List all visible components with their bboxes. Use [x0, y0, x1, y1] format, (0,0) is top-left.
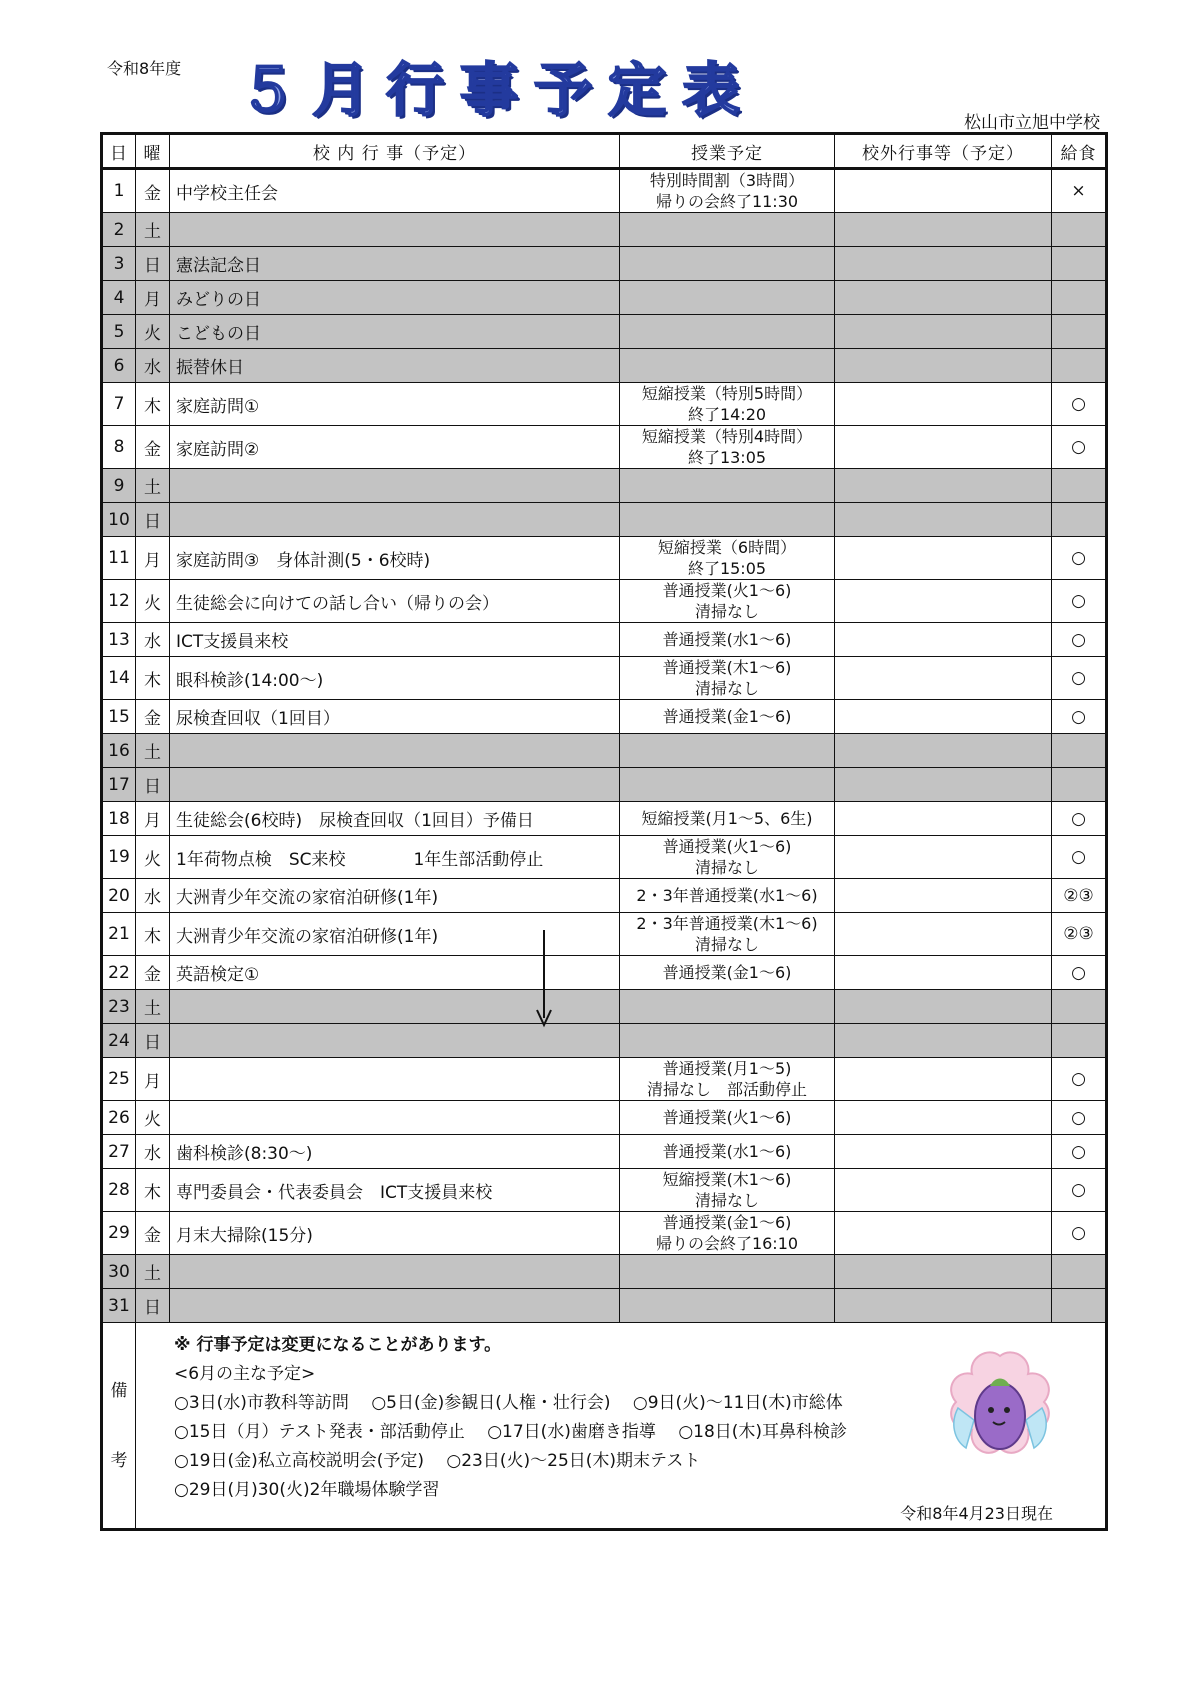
class-cell: 特別時間割（3時間） 帰りの会終了11:30	[620, 169, 835, 213]
as-of-date: 令和8年4月23日現在	[900, 1504, 1053, 1523]
external-cell	[835, 734, 1052, 768]
event-cell: 生徒総会に向けての話し合い（帰りの会）	[170, 580, 620, 623]
event-cell: 家庭訪問①	[170, 383, 620, 426]
external-cell	[835, 1212, 1052, 1255]
external-cell	[835, 913, 1052, 956]
weekday-cell: 金	[136, 169, 170, 213]
lunch-cell: ○	[1052, 700, 1107, 734]
external-cell	[835, 879, 1052, 913]
external-cell	[835, 956, 1052, 990]
event-cell: 振替休日	[170, 349, 620, 383]
lunch-cell: ○	[1052, 1212, 1107, 1255]
class-cell	[620, 1289, 835, 1323]
lunch-cell	[1052, 503, 1107, 537]
day-cell: 22	[102, 956, 136, 990]
lunch-cell: ○	[1052, 956, 1107, 990]
event-cell: 英語検定①	[170, 956, 620, 990]
day-cell: 15	[102, 700, 136, 734]
class-cell: 2・3年普通授業(木1～6) 清掃なし	[620, 913, 835, 956]
external-cell	[835, 1255, 1052, 1289]
schedule-row	[102, 802, 1107, 836]
day-cell: 3	[102, 247, 136, 281]
schedule-table	[100, 132, 1108, 1531]
event-cell	[170, 503, 620, 537]
class-cell: 普通授業(月1～5) 清掃なし 部活動停止	[620, 1058, 835, 1101]
day-cell: 6	[102, 349, 136, 383]
event-cell: 眼科検診(14:00～)	[170, 657, 620, 700]
weekday-cell: 土	[136, 469, 170, 503]
header-events: 校 内 行 事（予定）	[170, 134, 620, 169]
fiscal-year: 令和8年度	[107, 59, 182, 78]
event-cell: 専門委員会・代表委員会 ICT支援員来校	[170, 1169, 620, 1212]
lunch-cell: ②③	[1052, 913, 1107, 956]
day-cell: 28	[102, 1169, 136, 1212]
class-cell	[620, 1024, 835, 1058]
weekday-cell: 火	[136, 315, 170, 349]
lunch-cell: ○	[1052, 580, 1107, 623]
notes-line: <6月の主な予定>	[174, 1364, 316, 1384]
down-arrow-icon	[534, 930, 554, 1030]
header-day: 日	[102, 134, 136, 169]
weekday-cell: 土	[136, 734, 170, 768]
class-cell: 普通授業(火1～6) 清掃なし	[620, 836, 835, 879]
schedule-row	[102, 247, 1107, 281]
event-cell: 月末大掃除(15分)	[170, 1212, 620, 1255]
class-cell: 短縮授業(木1～6) 清掃なし	[620, 1169, 835, 1212]
schedule-row	[102, 956, 1107, 990]
header-lunch: 給食	[1052, 134, 1107, 169]
day-cell: 14	[102, 657, 136, 700]
day-cell: 9	[102, 469, 136, 503]
day-cell: 13	[102, 623, 136, 657]
class-cell: 普通授業(金1～6) 帰りの会終了16:10	[620, 1212, 835, 1255]
event-cell: こどもの日	[170, 315, 620, 349]
weekday-cell: 木	[136, 913, 170, 956]
day-cell: 29	[102, 1212, 136, 1255]
event-cell: 憲法記念日	[170, 247, 620, 281]
external-cell	[835, 469, 1052, 503]
external-cell	[835, 623, 1052, 657]
schedule-row	[102, 879, 1107, 913]
day-cell: 4	[102, 281, 136, 315]
lunch-cell: ○	[1052, 802, 1107, 836]
weekday-cell: 水	[136, 349, 170, 383]
class-cell: 普通授業(火1～6)	[620, 1101, 835, 1135]
external-cell	[835, 990, 1052, 1024]
external-cell	[835, 537, 1052, 580]
schedule-row	[102, 349, 1107, 383]
event-cell: 尿検査回収（1回目）	[170, 700, 620, 734]
weekday-cell: 金	[136, 956, 170, 990]
schedule-row	[102, 426, 1107, 469]
weekday-cell: 金	[136, 700, 170, 734]
class-cell: 普通授業(火1～6) 清掃なし	[620, 580, 835, 623]
lunch-cell: ○	[1052, 836, 1107, 879]
lunch-cell	[1052, 213, 1107, 247]
weekday-cell: 木	[136, 1169, 170, 1212]
lunch-cell: ○	[1052, 1058, 1107, 1101]
schedule-row	[102, 1212, 1107, 1255]
lunch-cell	[1052, 1255, 1107, 1289]
lunch-cell: ○	[1052, 1135, 1107, 1169]
class-cell: 短縮授業（特別5時間） 終了14:20	[620, 383, 835, 426]
schedule-row	[102, 1289, 1107, 1323]
weekday-cell: 火	[136, 580, 170, 623]
class-cell	[620, 469, 835, 503]
weekday-cell: 土	[136, 990, 170, 1024]
schedule-row	[102, 1101, 1107, 1135]
weekday-cell: 日	[136, 503, 170, 537]
day-cell: 25	[102, 1058, 136, 1101]
external-cell	[835, 768, 1052, 802]
notes-line: ○19日(金)私立高校説明会(予定) ○23日(火)～25日(木)期末テスト	[174, 1451, 701, 1471]
schedule-row	[102, 768, 1107, 802]
class-cell	[620, 349, 835, 383]
schedule-row	[102, 1255, 1107, 1289]
event-cell: 1年荷物点検 SC来校 1年生部活動停止	[170, 836, 620, 879]
notes-label-top: 備	[110, 1380, 128, 1401]
event-cell	[170, 768, 620, 802]
class-cell: 短縮授業(月1～5、6生)	[620, 802, 835, 836]
schedule-row	[102, 1169, 1107, 1212]
lunch-cell: ○	[1052, 537, 1107, 580]
lunch-cell	[1052, 469, 1107, 503]
day-cell: 26	[102, 1101, 136, 1135]
schedule-row	[102, 315, 1107, 349]
event-cell: 家庭訪問③ 身体計測(5・6校時)	[170, 537, 620, 580]
day-cell: 16	[102, 734, 136, 768]
external-cell	[835, 247, 1052, 281]
lunch-cell: ×	[1052, 169, 1107, 213]
lunch-cell: ○	[1052, 623, 1107, 657]
external-cell	[835, 1101, 1052, 1135]
class-cell: 短縮授業（特別4時間） 終了13:05	[620, 426, 835, 469]
weekday-cell: 月	[136, 802, 170, 836]
class-cell: 短縮授業（6時間） 終了15:05	[620, 537, 835, 580]
day-cell: 31	[102, 1289, 136, 1323]
lunch-cell: ②③	[1052, 879, 1107, 913]
weekday-cell: 木	[136, 657, 170, 700]
event-cell: 大洲青少年交流の家宿泊研修(1年)	[170, 913, 620, 956]
external-cell	[835, 700, 1052, 734]
external-cell	[835, 169, 1052, 213]
notes-line: ○15日（月）テスト発表・部活動停止 ○17日(水)歯磨き指導 ○18日(木)耳鼻科検診	[174, 1422, 848, 1442]
external-cell	[835, 383, 1052, 426]
day-cell: 1	[102, 169, 136, 213]
day-cell: 18	[102, 802, 136, 836]
day-cell: 27	[102, 1135, 136, 1169]
schedule-row	[102, 503, 1107, 537]
notes-label-bottom: 考	[110, 1450, 128, 1471]
weekday-cell: 日	[136, 1024, 170, 1058]
lunch-cell: ○	[1052, 1169, 1107, 1212]
weekday-cell: 月	[136, 1058, 170, 1101]
day-cell: 2	[102, 213, 136, 247]
event-cell: みどりの日	[170, 281, 620, 315]
event-cell: 中学校主任会	[170, 169, 620, 213]
day-cell: 21	[102, 913, 136, 956]
day-cell: 20	[102, 879, 136, 913]
external-cell	[835, 1058, 1052, 1101]
lunch-cell	[1052, 768, 1107, 802]
weekday-cell: 日	[136, 768, 170, 802]
lunch-cell	[1052, 281, 1107, 315]
header-row	[102, 134, 1107, 169]
schedule-row	[102, 700, 1107, 734]
external-cell	[835, 1289, 1052, 1323]
event-cell	[170, 1255, 620, 1289]
weekday-cell: 土	[136, 213, 170, 247]
class-cell	[620, 990, 835, 1024]
schedule-row	[102, 1024, 1107, 1058]
schedule-row	[102, 213, 1107, 247]
schedule-row	[102, 623, 1107, 657]
day-cell: 5	[102, 315, 136, 349]
lunch-cell: ○	[1052, 1101, 1107, 1135]
weekday-cell: 水	[136, 1135, 170, 1169]
page-title: ５月行事予定表	[238, 56, 757, 124]
weekday-cell: 金	[136, 1212, 170, 1255]
notes-line: ○29日(月)30(火)2年職場体験学習	[174, 1480, 440, 1500]
weekday-cell: 火	[136, 836, 170, 879]
event-cell	[170, 1058, 620, 1101]
class-cell	[620, 768, 835, 802]
notes-line: ※ 行事予定は変更になることがあります。	[174, 1335, 502, 1355]
schedule-row	[102, 580, 1107, 623]
external-cell	[835, 580, 1052, 623]
schedule-row	[102, 537, 1107, 580]
class-cell: 2・3年普通授業(水1～6)	[620, 879, 835, 913]
event-cell	[170, 213, 620, 247]
day-cell: 17	[102, 768, 136, 802]
lunch-cell	[1052, 990, 1107, 1024]
event-cell: 大洲青少年交流の家宿泊研修(1年)	[170, 879, 620, 913]
day-cell: 30	[102, 1255, 136, 1289]
weekday-cell: 月	[136, 537, 170, 580]
external-cell	[835, 426, 1052, 469]
weekday-cell: 火	[136, 1101, 170, 1135]
notes-label	[102, 1323, 136, 1530]
weekday-cell: 水	[136, 879, 170, 913]
external-cell	[835, 503, 1052, 537]
weekday-cell: 金	[136, 426, 170, 469]
schedule-row	[102, 383, 1107, 426]
schedule-row	[102, 913, 1107, 956]
lunch-cell	[1052, 247, 1107, 281]
lunch-cell	[1052, 349, 1107, 383]
external-cell	[835, 657, 1052, 700]
event-cell: 生徒総会(6校時) 尿検査回収（1回目）予備日	[170, 802, 620, 836]
lunch-cell	[1052, 1024, 1107, 1058]
schedule-row	[102, 990, 1107, 1024]
external-cell	[835, 836, 1052, 879]
external-cell	[835, 213, 1052, 247]
external-cell	[835, 281, 1052, 315]
lunch-cell: ○	[1052, 383, 1107, 426]
day-cell: 19	[102, 836, 136, 879]
external-cell	[835, 349, 1052, 383]
day-cell: 10	[102, 503, 136, 537]
event-cell: 家庭訪問②	[170, 426, 620, 469]
event-cell	[170, 469, 620, 503]
class-cell	[620, 503, 835, 537]
day-cell: 8	[102, 426, 136, 469]
external-cell	[835, 315, 1052, 349]
class-cell	[620, 734, 835, 768]
day-cell: 11	[102, 537, 136, 580]
external-cell	[835, 802, 1052, 836]
lunch-cell: ○	[1052, 657, 1107, 700]
schedule-row	[102, 657, 1107, 700]
weekday-cell: 木	[136, 383, 170, 426]
school-name: 松山市立旭中学校	[964, 113, 1100, 133]
weekday-cell: 月	[136, 281, 170, 315]
class-cell	[620, 1255, 835, 1289]
event-cell	[170, 1289, 620, 1323]
weekday-cell: 土	[136, 1255, 170, 1289]
class-cell	[620, 281, 835, 315]
schedule-row	[102, 836, 1107, 879]
class-cell	[620, 247, 835, 281]
event-cell	[170, 734, 620, 768]
external-cell	[835, 1024, 1052, 1058]
lunch-cell	[1052, 315, 1107, 349]
class-cell: 普通授業(木1～6) 清掃なし	[620, 657, 835, 700]
day-cell: 24	[102, 1024, 136, 1058]
external-cell	[835, 1169, 1052, 1212]
lunch-cell	[1052, 1289, 1107, 1323]
day-cell: 23	[102, 990, 136, 1024]
class-cell: 普通授業(水1～6)	[620, 1135, 835, 1169]
class-cell	[620, 213, 835, 247]
header-weekday: 曜	[136, 134, 170, 169]
schedule-row	[102, 734, 1107, 768]
schedule-row	[102, 1058, 1107, 1101]
event-cell: 歯科検診(8:30～)	[170, 1135, 620, 1169]
weekday-cell: 水	[136, 623, 170, 657]
event-cell	[170, 1101, 620, 1135]
lunch-cell: ○	[1052, 426, 1107, 469]
day-cell: 7	[102, 383, 136, 426]
header-classes: 授業予定	[620, 134, 835, 169]
header-external: 校外行事等（予定）	[835, 134, 1052, 169]
weekday-cell: 日	[136, 247, 170, 281]
day-cell: 12	[102, 580, 136, 623]
external-cell	[835, 1135, 1052, 1169]
schedule-row	[102, 1135, 1107, 1169]
eggplant-mascot-icon	[940, 1348, 1060, 1463]
weekday-cell: 日	[136, 1289, 170, 1323]
class-cell: 普通授業(金1～6)	[620, 956, 835, 990]
event-cell: ICT支援員来校	[170, 623, 620, 657]
class-cell: 普通授業(水1～6)	[620, 623, 835, 657]
schedule-row	[102, 169, 1107, 213]
lunch-cell	[1052, 734, 1107, 768]
notes-line: ○3日(水)市教科等訪問 ○5日(金)参観日(人権・壮行会) ○9日(火)～11日(木)市総体	[174, 1393, 843, 1413]
schedule-row	[102, 469, 1107, 503]
class-cell	[620, 315, 835, 349]
class-cell: 普通授業(金1～6)	[620, 700, 835, 734]
schedule-row	[102, 281, 1107, 315]
